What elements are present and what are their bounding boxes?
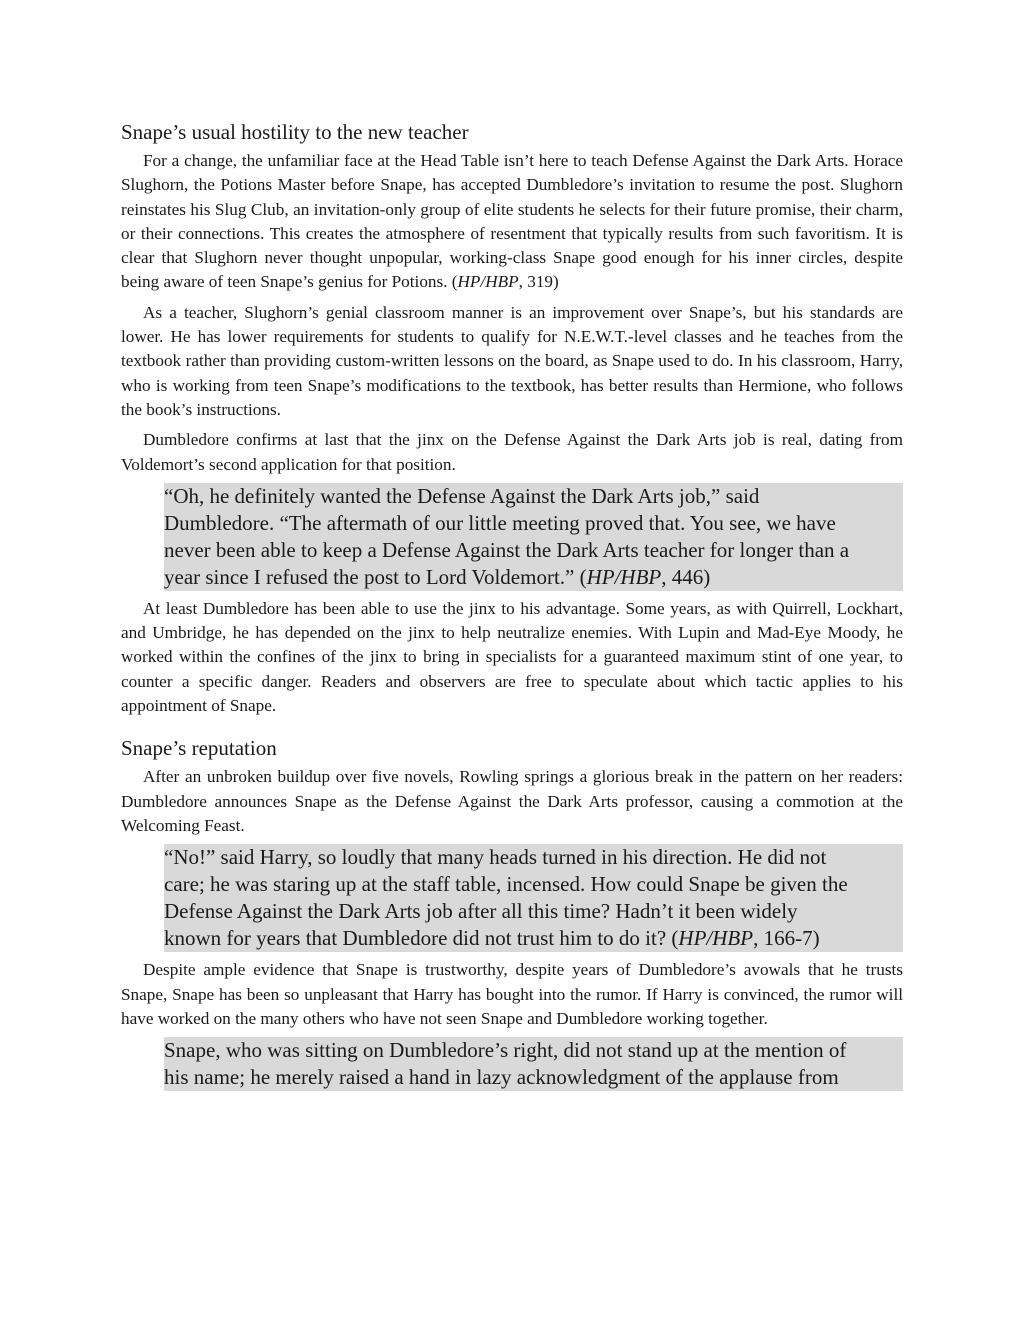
document-page xyxy=(121,118,903,1097)
citation-title: HP/HBP xyxy=(586,564,662,589)
paragraph-jinx-confirmed: Dumbledore confirms at last that the jinx on the Defense Against the Dark Arts job is real, dating from Voldemort’s second application for that position. xyxy=(121,430,903,474)
quote-line: Dumbledore. “The aftermath of our little meeting proved that. You see, we have xyxy=(164,510,836,535)
quote-line: his name; he merely raised a hand in lazy acknowledgment of the applause from xyxy=(164,1065,839,1090)
paragraph-slughorn-teaching: As a teacher, Slughorn’s genial classroom manner is an improvement over Snape’s, but his standards are lower. He has lower requirements for students to qualify for N.E.W.T.-level classes and he teaches from the textbook rather than providing custom-written lessons on the board, as Snape used to do. In his classroom, Harry, who is working from teen Snape’s modifications to the textbook, has better results than Hermione, who follows the book’s instructions. xyxy=(121,302,903,419)
paragraph-rumor: Despite ample evidence that Snape is trustworthy, despite years of Dumbledore’s avowals that he trusts Snape, Snape has been so unpleasant that Harry has bought into the rumor. If Harry is convinced, the rumor will have worked on the many others who have not seen Snape and Dumbledore working together. xyxy=(121,960,903,1028)
paragraph-slughorn-intro: For a change, the unfamiliar face at the Head Table isn’t here to teach Defense Against the Dark Arts. Horace Slughorn, the Potions Master before Snape, has accepted Dumbledore’s invitation to resume the post. Slughorn reinstates his Slug Club, an invitation-only group of elite students he selects for their future promise, their charm, or their connections. This creates the atmosphere of resentment that typically results from such favoritism. It is clear that Slughorn never thought unpopular, working-class Snape good enough for his inner circles, despite being aware of teen Snape’s genius for Potions. (HP/HBP, 319) xyxy=(121,151,903,292)
quote-line: care; he was staring up at the staff table, incensed. How could Snape be given the xyxy=(164,872,848,897)
block-quote-harry xyxy=(164,844,903,952)
paragraph-jinx-advantage: At least Dumbledore has been able to use the jinx to his advantage. Some years, as with Quirrell, Lockhart, and Umbridge, he has depended on the jinx to help neutralize enemies. With Lupin and Mad-Eye Moody, he worked within the confines of the jinx to bring in specialists for a guaranteed maximum stint of one year, to counter a specific danger. Readers and observers are free to speculate about which tactic applies to his appointment of Snape. xyxy=(121,598,903,716)
quote-line: “Oh, he definitely wanted the Defense Against the Dark Arts job,” said xyxy=(164,483,760,508)
quote-line: “No!” said Harry, so loudly that many heads turned in his direction. He did not xyxy=(164,845,827,870)
citation-title: HP/HBP xyxy=(678,926,754,951)
section-heading-reputation: Snape’s reputation xyxy=(121,736,277,761)
citation-title: HP/HBP xyxy=(457,272,519,292)
paragraph-rowling-break: After an unbroken buildup over five novels, Rowling springs a glorious break in the pattern on her readers: Dumbledore announces Snape as the Defense Against the Dark Arts professor, causing a commotion at the Welcoming Feast. xyxy=(121,767,903,835)
quote-line: Defense Against the Dark Arts job after all this time? Hadn’t it been widely xyxy=(164,899,798,924)
section-heading-hostility: Snape’s usual hostility to the new teacher xyxy=(121,120,469,144)
quote-line: known for years that Dumbledore did not trust him to do it? (HP/HBP, 166-7) xyxy=(164,926,820,951)
section-spacer xyxy=(121,724,903,734)
quote-line: year since I refused the post to Lord Voldemort.” (HP/HBP, 446) xyxy=(164,564,711,589)
quote-line: never been able to keep a Defense Against the Dark Arts teacher for longer than a xyxy=(164,537,850,562)
block-quote-snape xyxy=(164,1037,903,1091)
block-quote-dumbledore xyxy=(164,483,903,591)
quote-line: Snape, who was sitting on Dumbledore’s right, did not stand up at the mention of xyxy=(164,1038,847,1063)
